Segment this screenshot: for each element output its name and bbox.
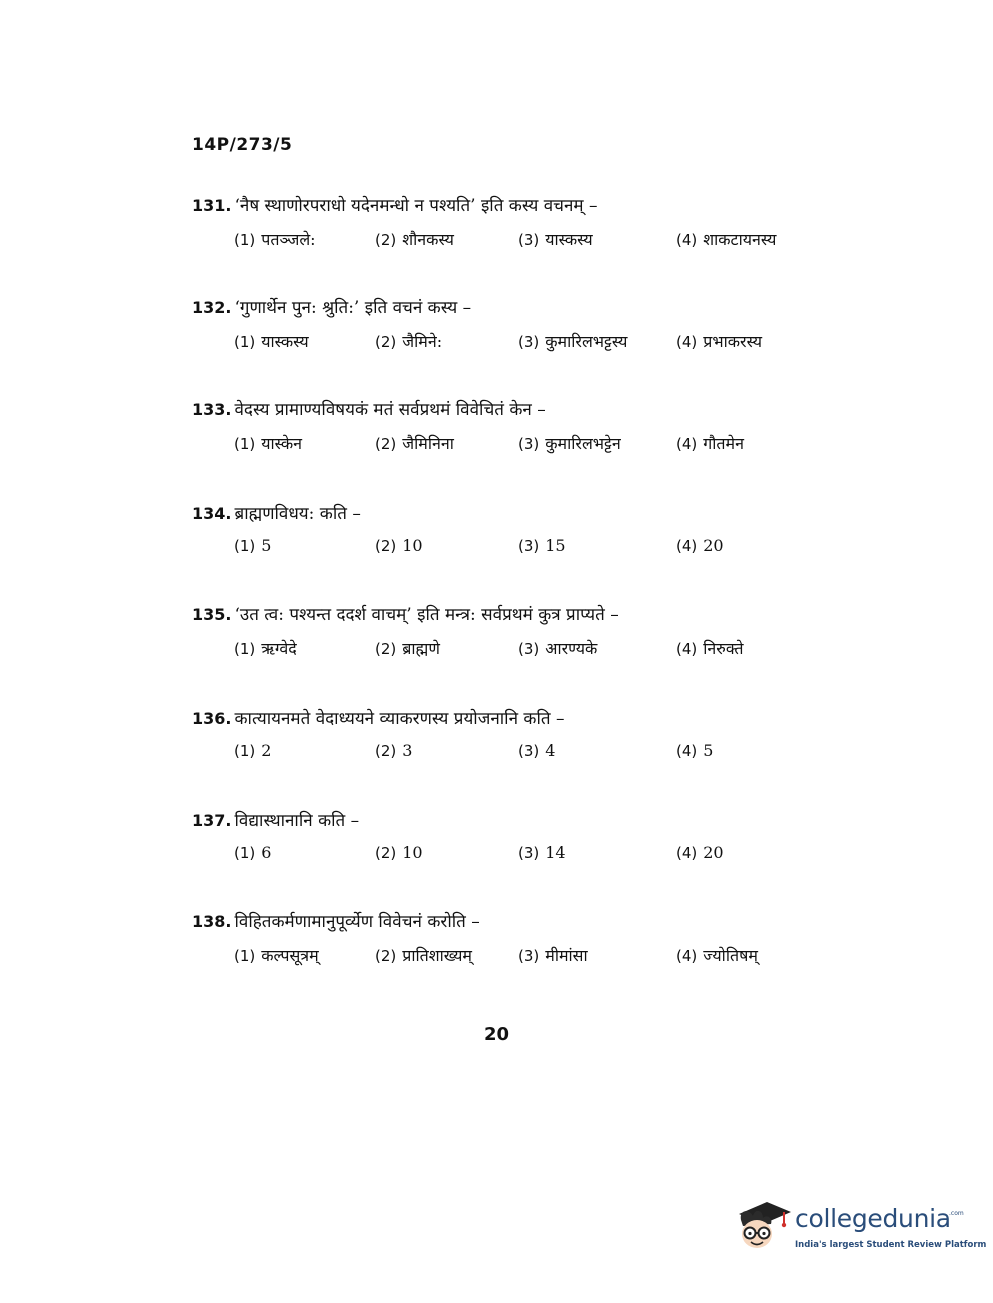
option-label: (1) [234,537,256,555]
option-1 [234,741,271,760]
question-text: कात्यायनमते वेदाध्ययने व्याकरणस्य प्रयोजनानि कति – [234,709,565,729]
option-3 [518,944,588,966]
option-2 [375,944,472,966]
option-label: (2) [375,333,397,351]
question-line [192,910,832,934]
question-text: ब्राह्मणविधय: कति – [234,504,361,524]
options-row [192,228,832,254]
option-3 [518,843,566,862]
option-text: 4 [545,741,556,760]
question-136 [192,707,832,767]
option-2 [375,843,423,862]
question-132 [192,296,832,356]
option-1 [234,228,316,250]
page-number: 20 [483,1024,510,1045]
question-131 [192,194,832,254]
option-text: यास्केन [261,434,303,453]
option-label: (3) [518,844,540,862]
options-row [192,432,832,458]
student-mascot-icon [733,1196,793,1258]
option-label: (1) [234,947,256,965]
option-label: (1) [234,333,256,351]
option-label: (1) [234,640,256,658]
option-text: 3 [402,741,413,760]
option-text: 10 [402,536,423,555]
question-number: 137. [192,811,232,830]
option-2 [375,741,412,760]
collegedunia-watermark [733,1196,987,1258]
option-2 [375,637,440,659]
question-134 [192,502,832,562]
option-text: 20 [703,536,724,555]
option-text: 6 [261,843,272,862]
question-number: 134. [192,504,232,523]
question-number: 132. [192,298,232,317]
option-3 [518,432,621,454]
option-text: जैमिनिना [402,434,454,453]
option-label: (3) [518,537,540,555]
option-2 [375,330,442,352]
option-label: (1) [234,844,256,862]
question-137 [192,809,832,869]
option-text: ऋग्वेदे [261,639,297,658]
option-3 [518,637,597,659]
option-text: मीमांसा [545,946,588,965]
option-label: (3) [518,333,540,351]
question-text: ‘उत त्व: पश्यन्त ददर्श वाचम्’ इति मन्त्र: सर्वप्रथमं कुत्र प्राप्यते – [234,605,619,625]
option-text: कल्पसूत्रम् [261,946,319,965]
option-2 [375,432,454,454]
option-text: ज्योतिषम् [703,946,758,965]
option-label: (4) [676,742,698,760]
option-text: जैमिने: [402,332,443,351]
option-4 [676,944,758,966]
option-text: गौतमेन [703,434,744,453]
option-text: 20 [703,843,724,862]
option-text: 2 [261,741,272,760]
option-label: (2) [375,435,397,453]
option-2 [375,228,454,250]
question-line [192,603,832,627]
option-text: शौनकस्य [402,230,454,249]
option-label: (4) [676,537,698,555]
option-label: (3) [518,231,540,249]
option-text: शाकटायनस्य [703,230,777,249]
options-row [192,944,832,970]
options-row [192,330,832,356]
options-row [192,637,832,663]
options-row [192,536,832,562]
option-label: (4) [676,435,698,453]
option-text: 15 [545,536,566,555]
option-label: (4) [676,640,698,658]
option-text: 5 [261,536,272,555]
option-1 [234,637,297,659]
option-label: (3) [518,640,540,658]
brand-name: collegedunia [795,1204,951,1233]
option-4 [676,843,724,862]
option-text: यास्कस्य [545,230,593,249]
option-3 [518,228,593,250]
option-text: निरुक्ते [703,639,744,658]
option-label: (4) [676,231,698,249]
option-label: (4) [676,947,698,965]
option-4 [676,536,724,555]
question-text: ‘नैष स्थाणोरपराधो यदेनमन्धो न पश्यति’ इति कस्य वचनम् – [234,196,598,216]
option-3 [518,741,555,760]
option-label: (2) [375,231,397,249]
option-label: (4) [676,333,698,351]
question-number: 136. [192,709,232,728]
question-text: ‘गुणार्थेन पुन: श्रुति:’ इति वचनं कस्य – [234,298,472,318]
option-label: (4) [676,844,698,862]
question-text: विद्यास्थानानि कति – [234,811,360,831]
option-1 [234,536,271,555]
option-4 [676,330,762,352]
option-label: (2) [375,844,397,862]
option-text: 5 [703,741,714,760]
question-number: 135. [192,605,232,624]
option-2 [375,536,423,555]
option-3 [518,536,566,555]
question-number: 133. [192,400,232,419]
question-line [192,398,832,422]
option-text: प्रभाकरस्य [703,332,763,351]
option-label: (2) [375,537,397,555]
options-row [192,741,832,767]
question-number: 138. [192,912,232,931]
paper-code: 14P/273/5 [192,135,293,155]
brand-domain: .com [949,1210,964,1217]
question-133 [192,398,832,458]
option-label: (3) [518,947,540,965]
option-text: पतञ्जले: [261,230,316,249]
option-text: यास्कस्य [261,332,309,351]
option-1 [234,432,302,454]
option-text: कुमारिलभट्टस्य [545,332,628,351]
option-label: (1) [234,742,256,760]
option-4 [676,432,744,454]
question-line [192,296,832,320]
option-label: (2) [375,742,397,760]
option-label: (1) [234,435,256,453]
option-3 [518,330,627,352]
question-text: वेदस्य प्रामाण्यविषयकं मतं सर्वप्रथमं विवेचितं केन – [234,400,546,420]
question-135 [192,603,832,663]
option-text: कुमारिलभट्टेन [545,434,621,453]
question-138 [192,910,832,970]
option-4 [676,637,744,659]
question-line [192,809,832,833]
option-1 [234,330,309,352]
option-label: (3) [518,742,540,760]
option-text: 14 [545,843,566,862]
option-text: 10 [402,843,423,862]
option-4 [676,741,713,760]
option-label: (2) [375,640,397,658]
question-text: विहितकर्मणामानुपूर्व्येण विवेचनं करोति – [234,912,480,932]
option-1 [234,843,271,862]
question-number: 131. [192,196,232,215]
brand-tagline: India's largest Student Review Platform [795,1240,987,1250]
question-line [192,194,832,218]
option-label: (3) [518,435,540,453]
option-label: (2) [375,947,397,965]
option-1 [234,944,319,966]
option-text: प्रातिशाख्यम् [402,946,472,965]
option-text: आरण्यके [545,639,598,658]
option-label: (1) [234,231,256,249]
option-text: ब्राह्मणे [402,639,440,658]
option-4 [676,228,776,250]
question-line [192,707,832,731]
options-row [192,843,832,869]
question-line [192,502,832,526]
